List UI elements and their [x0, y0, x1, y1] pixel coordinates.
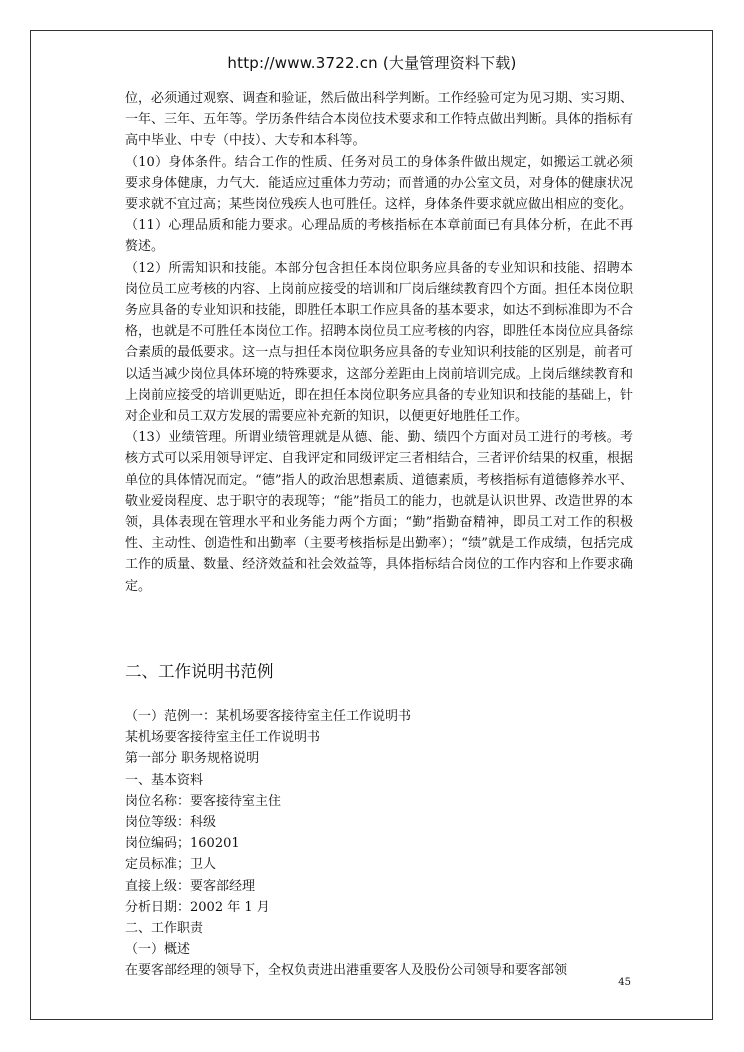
example-staffing: 定员标准；卫人: [125, 857, 217, 873]
page-header: [0, 52, 744, 73]
example-position-code: 岗位编码；160201: [125, 836, 240, 852]
example-supervisor: 直接上级：要客部经理: [125, 878, 256, 894]
example-duties-heading: 二、工作职责: [125, 921, 204, 937]
page-number: 45: [618, 977, 631, 988]
section-heading: 二、工作说明书范例: [125, 662, 274, 681]
paragraph-education: 位，必须通过观察、调查和验证，然后做出科学判断。工作经验可定为见习期、实习期、一年、三年、五年等。学历条件结合本岗位技术要求和工作特点做出判断。具体的指标有高中毕业、中专（中技）、大专和本科等。: [125, 91, 633, 149]
paragraph-performance-management: （13）业绩管理。所谓业绩管理就是从德、能、勤、绩四个方面对员工进行的考核。考核方式可以采用领导评定、自我评定和同级评定三者相结合，三者评价结果的权重，根据单位的具体情况而定。“德”指人的政治思想素质、道德素质，考核指标有道德修养水平、敬业爱岗程度、忠于职守的表现等；“能”指员工的能力，也就是认识世界、改造世界的本领，具体表现在管理水平和业务能力两个方面；“勤”指勤奋精神，即员工对工作的积极性、主动性、创造性和出勤率（主要考核指标是出勤率）；“绩”就是工作成绩，包括完成工作的质量、数量、经济效益和社会效益等，具体指标结合岗位的工作内容和上作要求确定。: [125, 430, 633, 594]
example-doc-title: 某机场要客接待室主任工作说明书: [125, 730, 321, 746]
example-overview-heading: （一）概述: [125, 942, 191, 958]
example-section: [125, 706, 633, 982]
example-position-name: 岗位名称：要客接待室主住: [125, 793, 282, 809]
example-basic-info-heading: 一、基本资料: [125, 772, 204, 788]
example-title: （一）范例一：某机场要客接待室主任工作说明书: [125, 709, 412, 724]
paragraph-physical-condition: （10）身体条件。结合工作的性质、任务对员工的身体条件做出规定，如搬运工就必须要求身体健康，力气大．能适应过重体力劳动；而普通的办公室文员，对身体的健康状况要求就不宜过高；某些岗位残疾人也可胜任。这样，身体条件要求就应做出相应的变化。: [125, 154, 633, 213]
header-url[interactable]: http://www.3722.cn: [227, 54, 378, 72]
header-note: (大量管理资料下载): [382, 54, 517, 72]
example-overview-text: 在要客部经理的领导下，全权负责进出港重要客人及股份公司领导和要客部领: [125, 963, 568, 979]
example-part-heading: 第一部分 职务规格说明: [125, 751, 260, 767]
paragraph-knowledge-skills: （12）所需知识和技能。本部分包含担任本岗位职务应具备的专业知识和技能、招聘本岗位员工应考核的内容、上岗前应接受的培训和厂岗后继续教育四个方面。担任本岗位职务应具备的专业知识和技能，即胜任本职工作应具备的基本要求，如达不到标准即为不合格，也就是不可胜任本岗位工作。招聘本岗位员工应考核的内容，即胜任本岗位应具备综合素质的最低要求。这一点与担任本岗位职务应具备的专业知识利技能的区别是，前者可以适当减少岗位具体环境的特殊要求，这部分差距由上岗前培训完成。上岗后继续教育和上岗前应接受的培训更贴近，即在担任本岗位职务应具备的专业知识和技能的基础上，针对企业和员工双方发展的需要应补充新的知识，以便更好地胜任工作。: [125, 260, 633, 425]
paragraph-psychological-quality: （11）心理品质和能力要求。心理品质的考核指标在本章前面已有具体分析，在此不再赘述。: [125, 218, 633, 255]
example-analysis-date: 分析日期：2002 年 1 月: [125, 899, 270, 915]
body-text: [125, 88, 633, 597]
example-position-level: 岗位等级：科级: [125, 815, 217, 831]
